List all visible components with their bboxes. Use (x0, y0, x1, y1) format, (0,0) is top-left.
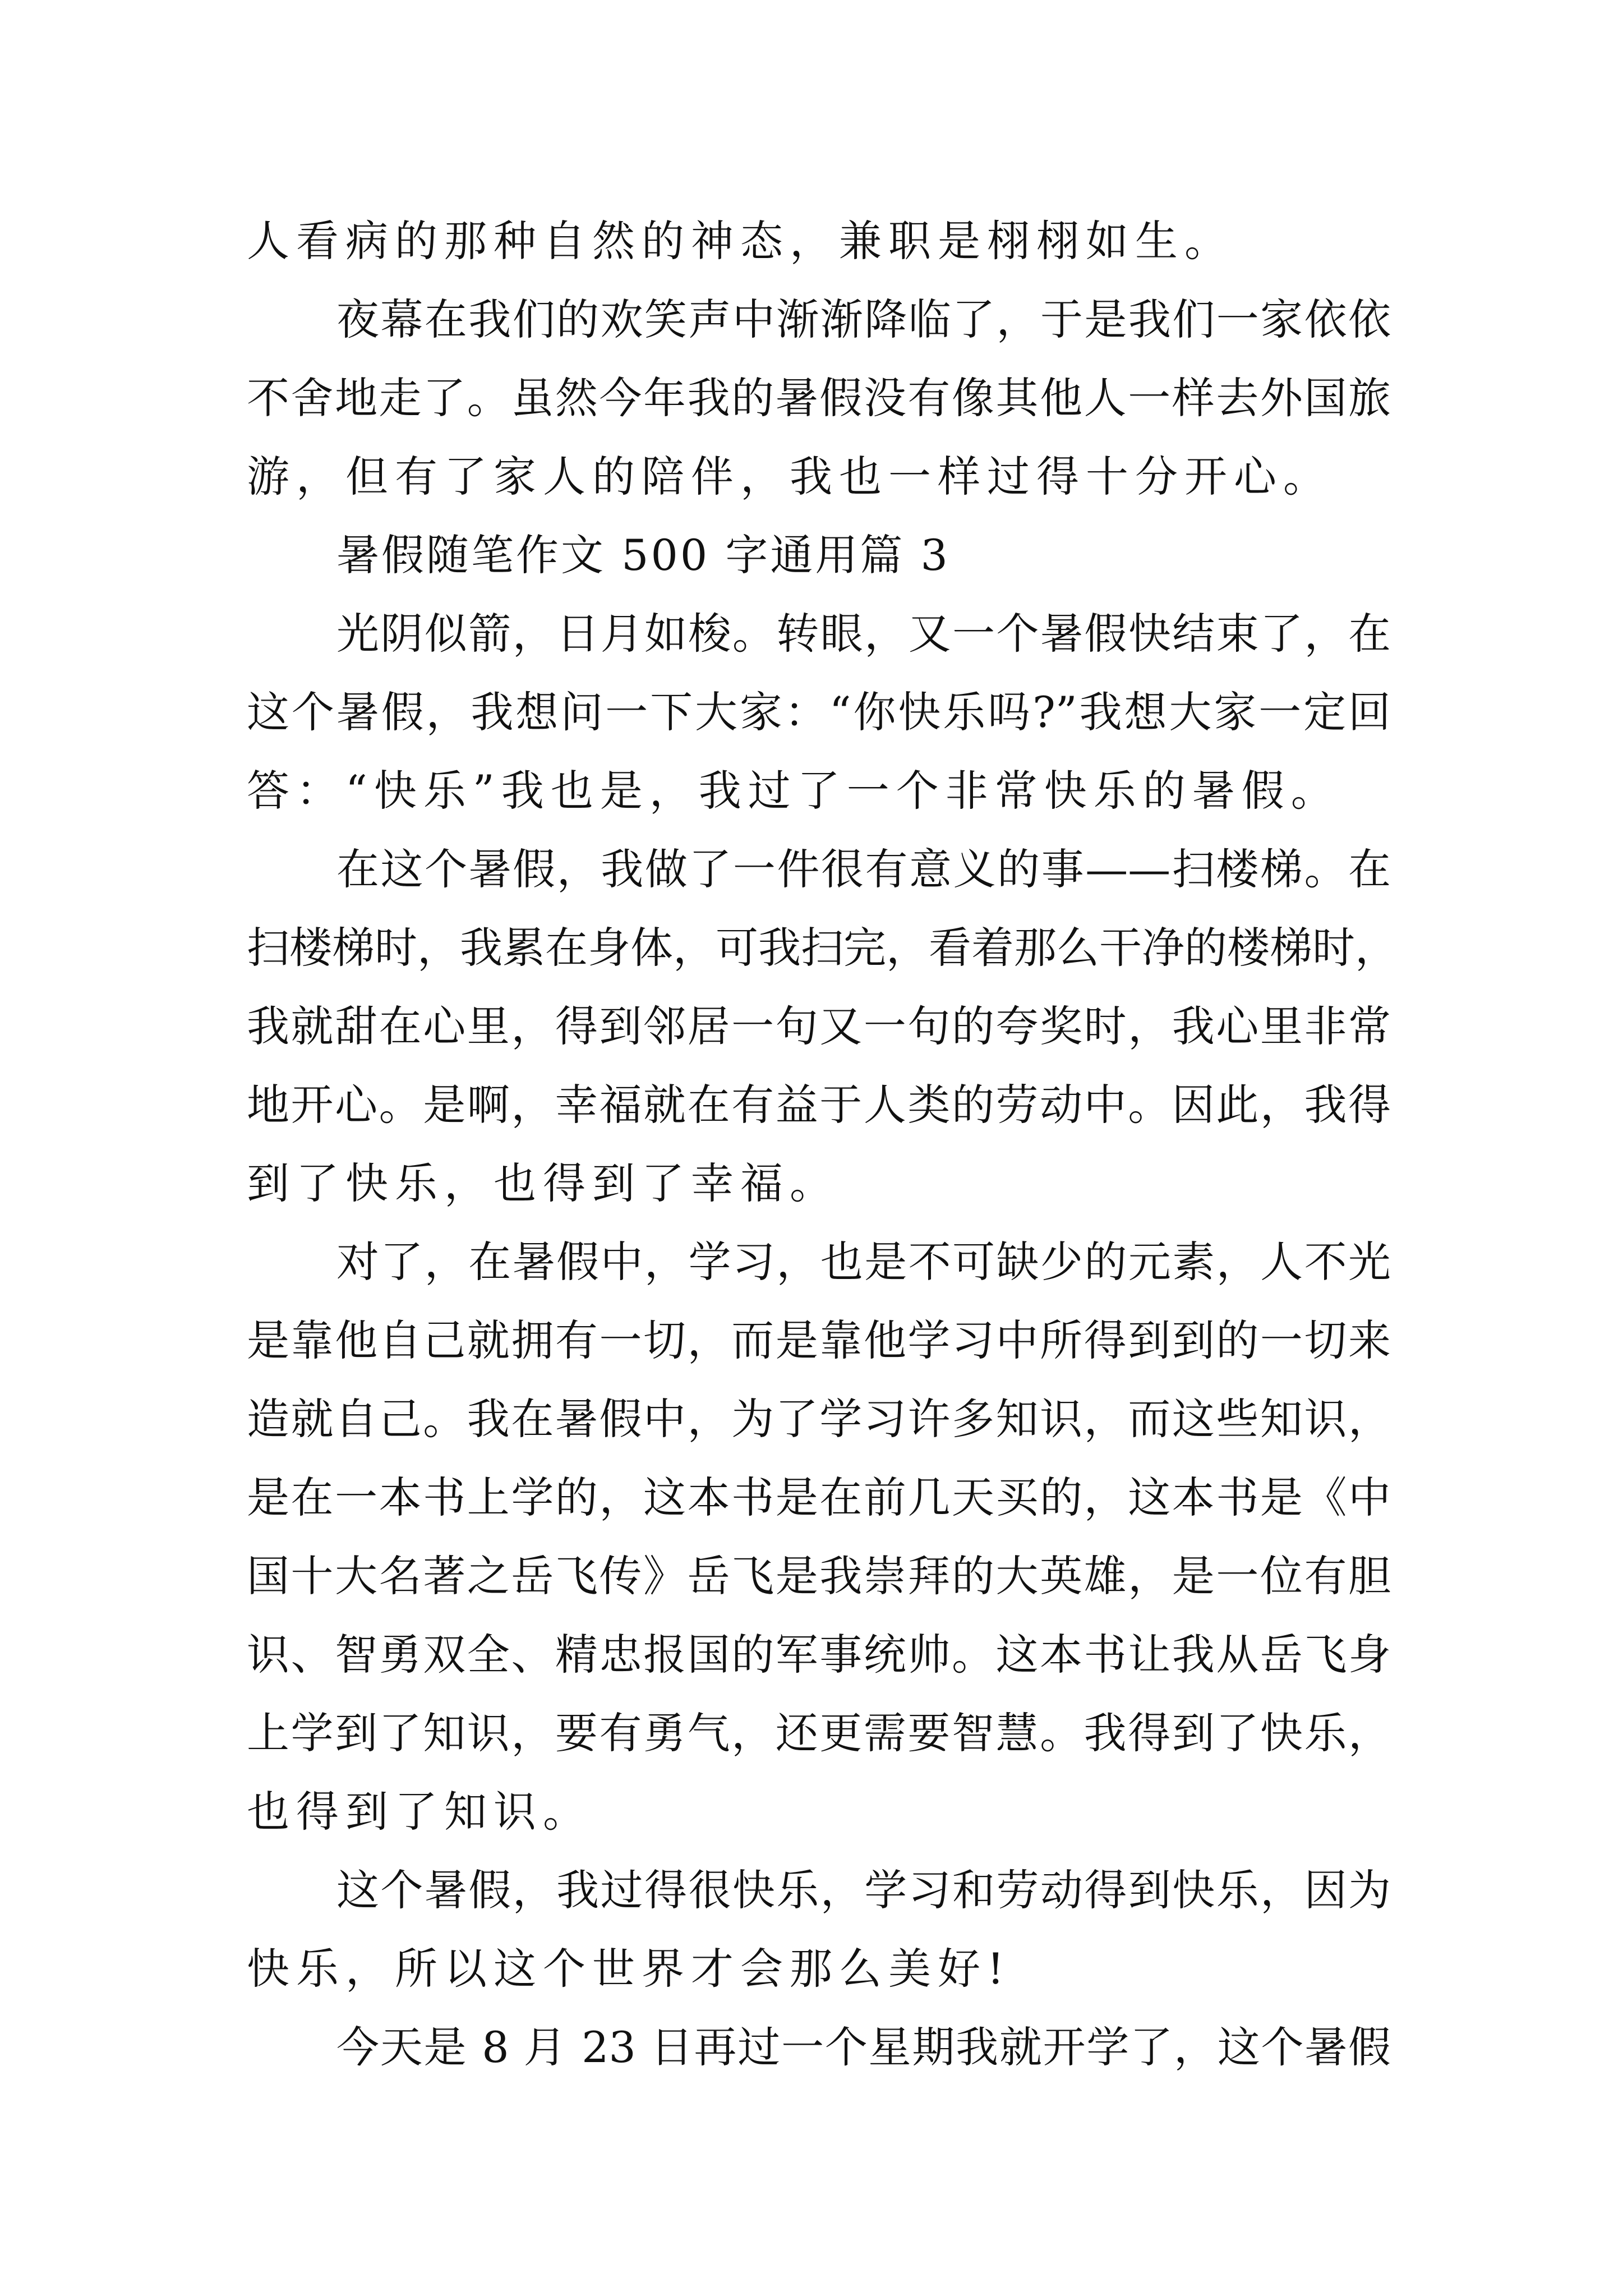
text-line: 游，但有了家人的陪伴，我也一样过得十分开心。 (247, 452, 1332, 501)
text-line: 造就自己。我在暑假中，为了学习许多知识，而这些知识， (247, 1394, 1391, 1444)
text-line: 快乐，所以这个世界才会那么美好! (247, 1944, 1011, 1994)
text-line: 在这个暑假，我做了一件很有意义的事——扫楼梯。在 (336, 844, 1391, 894)
text-line: 识、智勇双全、精忠报国的军事统帅。这本书让我从岳飞身 (247, 1630, 1391, 1680)
text-line: 我就甜在心里，得到邻居一句又一句的夸奖时，我心里非常 (247, 1001, 1391, 1051)
text-line: 答：“快乐”我也是，我过了一个非常快乐的暑假。 (247, 766, 1340, 816)
text-line: 对了，在暑假中，学习，也是不可缺少的元素，人不光 (336, 1237, 1391, 1287)
text-line: 是靠他自己就拥有一切，而是靠他学习中所得到到的一切来 (247, 1315, 1391, 1365)
text-line: 国十大名著之岳飞传》岳飞是我崇拜的大英雄，是一位有胆 (247, 1551, 1391, 1601)
text-line: 地开心。是啊，幸福就在有益于人类的劳动中。因此，我得 (247, 1080, 1391, 1130)
text-line: 也得到了知识。 (247, 1787, 592, 1837)
section-heading: 暑假随笔作文 500 字通用篇 3 (336, 530, 950, 580)
text-line: 这个暑假，我过得很快乐，学习和劳动得到快乐，因为 (336, 1865, 1391, 1915)
text-line: 到了快乐，也得到了幸福。 (247, 1158, 839, 1208)
text-line: 人看病的那种自然的神态，兼职是栩栩如生。 (247, 216, 1234, 266)
text-line: 不舍地走了。虽然今年我的暑假没有像其他人一样去外国旅 (247, 373, 1391, 423)
text-line: 是在一本书上学的，这本书是在前几天买的，这本书是《中 (247, 1473, 1391, 1522)
text-line: 夜幕在我们的欢笑声中渐渐降临了，于是我们一家依依 (336, 295, 1391, 344)
text-line: 扫楼梯时，我累在身体，可我扫完，看着那么干净的楼梯时， (247, 923, 1398, 973)
text-line: 今天是 8 月 23 日再过一个星期我就开学了，这个暑假 (336, 2022, 1391, 2072)
text-line: 上学到了知识，要有勇气，还更需要智慧。我得到了快乐， (247, 1708, 1391, 1758)
text-line: 光阴似箭，日月如梭。转眼，又一个暑假快结束了，在 (336, 609, 1391, 659)
text-line: 这个暑假，我想问一下大家：“你快乐吗?”我想大家一定回 (247, 687, 1391, 737)
